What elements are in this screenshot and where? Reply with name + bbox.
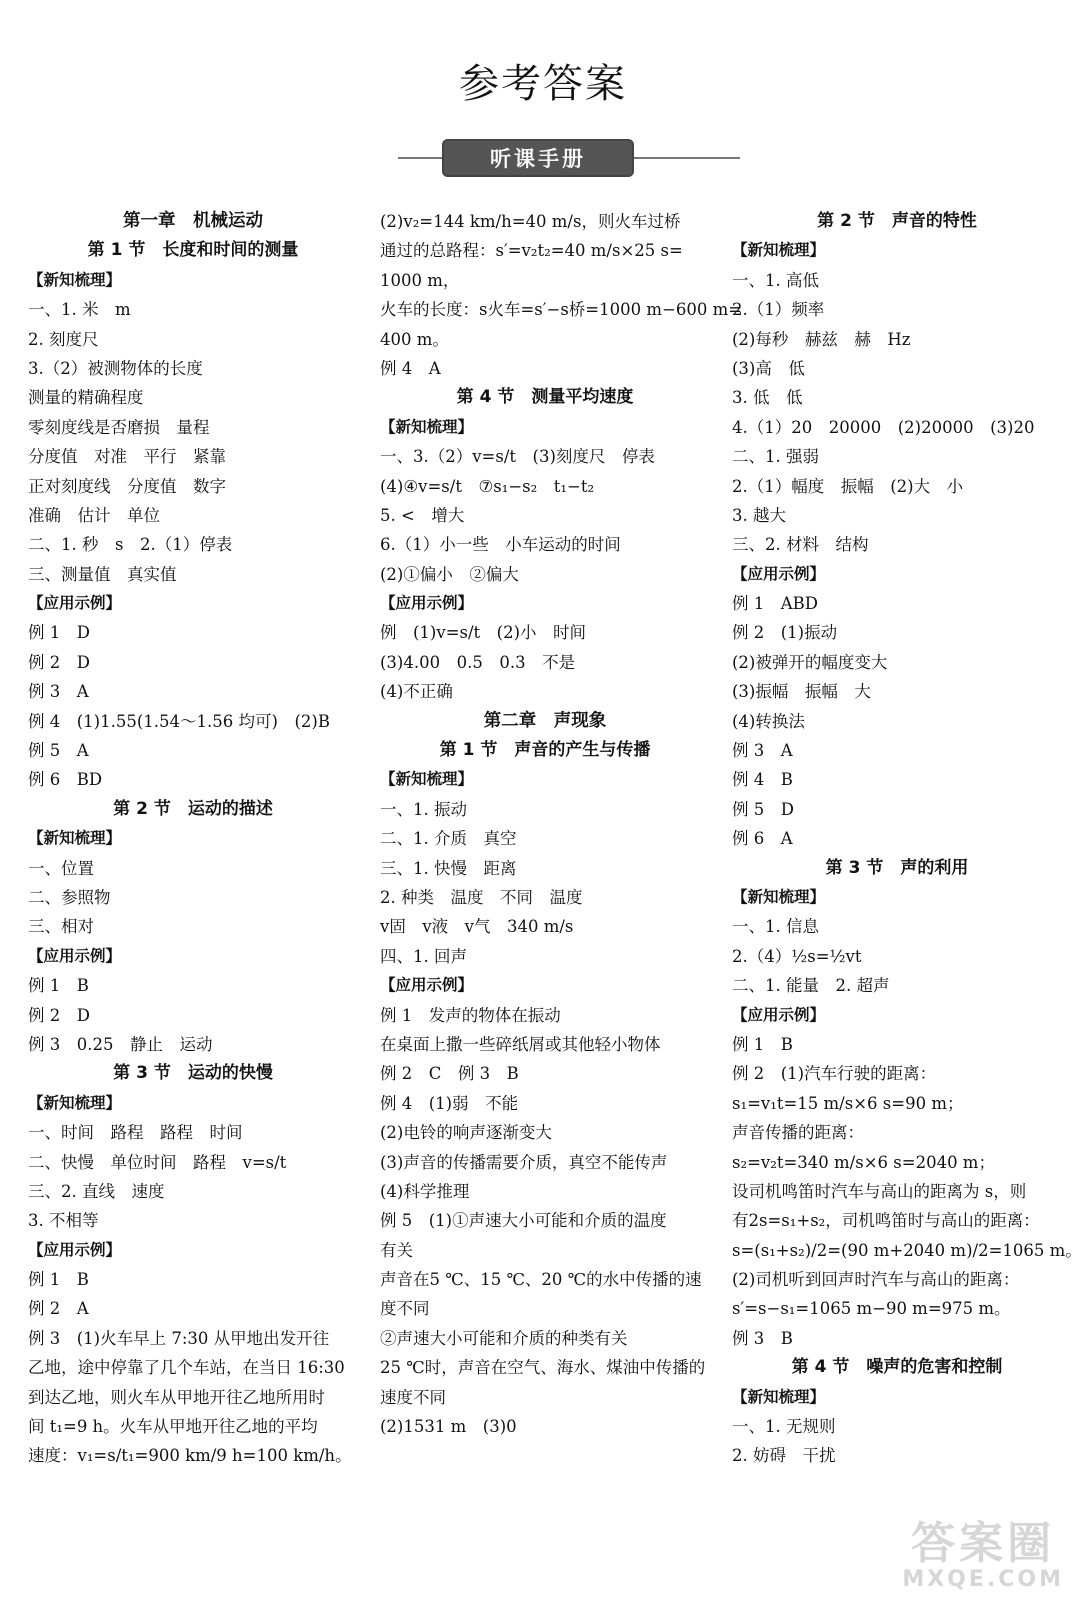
answer-line: 二、1. 强弱 (732, 447, 819, 467)
answer-line: s₁=v₁t=15 m/s×6 s=90 m； (732, 1093, 964, 1113)
answer-line: (4)转换法 (732, 711, 805, 731)
answer-line: 到达乙地，则火车从甲地开往乙地所用时 (28, 1387, 325, 1407)
subsection-label: 【新知梳理】 (28, 270, 122, 289)
answer-line: 2.（4）½s=½vt (732, 946, 862, 966)
answer-line: 3. 越大 (732, 505, 786, 525)
answer-line: s=(s₁+s₂)/2=(90 m+2040 m)/2=1065 m。 (732, 1240, 1082, 1260)
banner-divider-left (398, 157, 442, 159)
answer-line: 例 1 ABD (732, 594, 819, 614)
answer-line: 例 1 B (28, 1270, 89, 1290)
answer-line: 例 4 A (380, 358, 441, 378)
answer-column-1 (28, 207, 358, 1471)
chapter-heading: 第一章 机械运动 (123, 211, 263, 231)
answer-line: 5. < 增大 (380, 505, 465, 525)
section-heading: 第 2 节 声音的特性 (817, 211, 977, 231)
answer-line: 三、测量值 真实值 (28, 564, 177, 584)
answer-line: 零刻度线是否磨损 量程 (28, 417, 210, 437)
answer-line: 速度不同 (380, 1387, 446, 1407)
answer-line: 一、1. 高低 (732, 270, 819, 290)
answer-line: 例 2 (1)汽车行驶的距离： (732, 1064, 937, 1084)
answer-line: 例 (1)v=s/t (2)小 时间 (380, 623, 587, 643)
answer-line: ②声速大小可能和介质的种类有关 (380, 1328, 628, 1348)
answer-line: 例 3 0.25 静止 运动 (28, 1034, 213, 1054)
subsection-label: 【应用示例】 (380, 594, 474, 613)
answer-line: 二、参照物 (28, 887, 111, 907)
section-heading: 第 1 节 声音的产生与传播 (439, 740, 651, 761)
answer-line: (4)科学推理 (380, 1181, 470, 1201)
answer-line: v固 v液 v气 340 m/s (380, 917, 574, 937)
answer-line: 3.（2）被测物体的长度 (28, 358, 203, 378)
answer-line: 例 1 B (28, 976, 89, 996)
answer-line: 正对刻度线 分度值 数字 (28, 476, 226, 496)
subsection-label: 【应用示例】 (28, 1240, 122, 1259)
answer-line: 声音传播的距离： (732, 1123, 864, 1143)
answer-line: (2)被弹开的幅度变大 (732, 652, 888, 672)
answer-line: 例 1 B (732, 1034, 793, 1054)
answer-line: 例 2 A (28, 1299, 89, 1319)
answer-line: 例 4 (1)弱 不能 (380, 1093, 519, 1113)
answer-line: 例 6 BD (28, 770, 103, 790)
answer-line: (2)v₂=144 km/h=40 m/s，则火车过桥 (380, 212, 681, 231)
answer-line: 分度值 对准 平行 紧靠 (28, 447, 226, 467)
chapter-heading: 第二章 声现象 (483, 710, 607, 731)
answer-line: 例 4 B (732, 770, 793, 790)
answer-line: 有关 (380, 1240, 413, 1260)
page-title: 参考答案 (459, 61, 627, 107)
answer-line: 例 1 发声的物体在振动 (380, 1005, 561, 1025)
answer-line: (4)④v=s/t ⑦s₁−s₂ t₁−t₂ (380, 476, 595, 496)
answer-line: (2)电铃的响声逐渐变大 (380, 1123, 552, 1143)
section-heading: 第 3 节 运动的快慢 (113, 1063, 273, 1084)
answer-line: 2.（1）幅度 振幅 (2)大 小 (732, 476, 964, 496)
answer-line: 例 2 D (28, 652, 90, 672)
answer-line: 四、1. 回声 (380, 946, 467, 966)
subsection-label: 【新知梳理】 (732, 887, 826, 906)
answer-line: 例 4 (1)1.55(1.54～1.56 均可) (2)B (28, 711, 330, 731)
subsection-label: 【应用示例】 (732, 1005, 826, 1024)
answer-line: 例 2 D (28, 1005, 90, 1025)
answer-line: 例 2 C 例 3 B (380, 1064, 519, 1084)
subsection-label: 【新知梳理】 (732, 241, 826, 260)
subsection-label: 【新知梳理】 (28, 829, 122, 848)
answer-line: 2. 妨碍 干扰 (732, 1446, 836, 1466)
answer-column-3 (732, 207, 1082, 1471)
answer-line: 例 3 A (732, 741, 793, 761)
answer-line: (2)①偏小 ②偏大 (380, 564, 519, 584)
answer-line: 测量的精确程度 (28, 388, 144, 408)
answer-line: 3. 不相等 (28, 1211, 99, 1231)
answer-line: 400 m。 (380, 329, 449, 349)
banner-divider-right (634, 157, 740, 159)
answer-line: 二、快慢 单位时间 路程 v=s/t (28, 1152, 287, 1172)
answer-line: 乙地，途中停靠了几个车站，在当日 16:30 (28, 1358, 345, 1378)
answer-line: 一、3.（2）v=s/t (3)刻度尺 停表 (380, 447, 655, 467)
answer-line: 2.（1）频率 (732, 300, 825, 320)
answer-line: (2)1531 m (3)0 (380, 1417, 517, 1437)
answer-line: 例 1 D (28, 623, 90, 643)
answer-line: 4.（1）20 20000 (2)20000 (3)20 (732, 417, 1035, 437)
watermark-logo (902, 1520, 1064, 1592)
answer-line: 在桌面上撒一些碎纸屑或其他轻小物体 (380, 1034, 661, 1054)
answer-line: (4)不正确 (380, 682, 453, 702)
answer-line: 例 5 D (732, 799, 794, 819)
subsection-label: 【应用示例】 (380, 976, 474, 995)
answer-line: 1000 m， (380, 270, 460, 290)
answer-line: 火车的长度：s火车=s′−s桥=1000 m−600 m= (380, 300, 743, 320)
answer-line: 一、1. 米 m (28, 300, 131, 320)
watermark-url: MXQE.COM (902, 1567, 1064, 1592)
subsection-label: 【新知梳理】 (28, 1093, 122, 1112)
answer-line: 有2s=s₁+s₂，司机鸣笛时与高山的距离： (732, 1211, 1040, 1231)
answer-line: 准确 估计 单位 (28, 505, 160, 525)
answer-line: 例 3 B (732, 1328, 793, 1348)
answer-line: (3)振幅 振幅 大 (732, 682, 871, 702)
answer-line: 例 3 (1)火车早上 7:30 从甲地出发开往 (28, 1328, 330, 1348)
section-heading: 第 4 节 测量平均速度 (456, 387, 634, 408)
answer-line: 例 3 A (28, 682, 89, 702)
section-heading: 第 3 节 声的利用 (825, 857, 969, 878)
section-heading: 第 1 节 长度和时间的测量 (87, 240, 299, 261)
section-heading: 第 4 节 噪声的危害和控制 (791, 1357, 1003, 1378)
answer-line: (3)声音的传播需要介质，真空不能传声 (380, 1152, 668, 1172)
answer-line: 例 5 A (28, 741, 89, 761)
answer-line: 二、1. 能量 2. 超声 (732, 976, 890, 996)
answer-line: 例 6 A (732, 829, 793, 849)
answer-line: 一、时间 路程 路程 时间 (28, 1123, 243, 1143)
subsection-label: 【应用示例】 (28, 594, 122, 613)
subsection-label: 【应用示例】 (28, 946, 122, 965)
answer-line: 25 ℃时，声音在空气、海水、煤油中传播的 (380, 1358, 706, 1378)
answer-line: 三、2. 直线 速度 (28, 1181, 165, 1201)
answer-line: 间 t₁=9 h。火车从甲地开往乙地的平均 (28, 1417, 318, 1437)
answer-line: 一、位置 (28, 858, 94, 878)
answer-line: (3)高 低 (732, 358, 805, 378)
answer-line: 例 5 (1)①声速大小可能和介质的温度 (380, 1211, 667, 1231)
subsection-label: 【新知梳理】 (380, 770, 474, 789)
answer-line: 2. 刻度尺 (28, 329, 99, 349)
subsection-label: 【应用示例】 (732, 564, 826, 583)
answer-line: 二、1. 秒 s 2.（1）停表 (28, 535, 233, 555)
answer-line: 2. 种类 温度 不同 温度 (380, 887, 583, 907)
subsection-label: 【新知梳理】 (380, 417, 474, 436)
answer-line: 三、1. 快慢 距离 (380, 858, 517, 878)
answer-line: 通过的总路程：s′=v₂t₂=40 m/s×25 s= (380, 241, 683, 261)
answer-line: 一、1. 无规则 (732, 1417, 836, 1437)
answer-line: s′=s−s₁=1065 m−90 m=975 m。 (732, 1299, 1011, 1319)
answer-line: 3. 低 低 (732, 388, 803, 408)
answer-line: 三、相对 (28, 917, 94, 937)
answer-line: 6.（1）小一些 小车运动的时间 (380, 535, 621, 555)
subsection-label: 【新知梳理】 (732, 1387, 826, 1406)
answer-line: 例 2 (1)振动 (732, 623, 838, 643)
answer-line: 一、1. 信息 (732, 917, 819, 937)
answer-column-2 (380, 207, 743, 1441)
answer-line: 一、1. 振动 (380, 799, 467, 819)
answer-line: s₂=v₂t=340 m/s×6 s=2040 m； (732, 1152, 995, 1172)
answer-line: 声音在5 ℃、15 ℃、20 ℃的水中传播的速 (380, 1270, 702, 1290)
answer-line: 设司机鸣笛时汽车与高山的距离为 s，则 (732, 1181, 1027, 1201)
answer-line: 速度：v₁=s/t₁=900 km/9 h=100 km/h。 (28, 1446, 352, 1466)
answer-line: 二、1. 介质 真空 (380, 829, 517, 849)
answer-line: 度不同 (380, 1299, 430, 1319)
answer-line: (2)司机听到回声时汽车与高山的距离： (732, 1270, 1020, 1290)
watermark-text: 答案圈 (911, 1518, 1056, 1569)
section-heading: 第 2 节 运动的描述 (113, 798, 273, 819)
section-banner: 听课手册 (442, 139, 634, 177)
answer-line: (2)每秒 赫兹 赫 Hz (732, 329, 911, 349)
answer-line: 三、2. 材料 结构 (732, 535, 869, 555)
answer-line: (3)4.00 0.5 0.3 不是 (380, 652, 576, 672)
